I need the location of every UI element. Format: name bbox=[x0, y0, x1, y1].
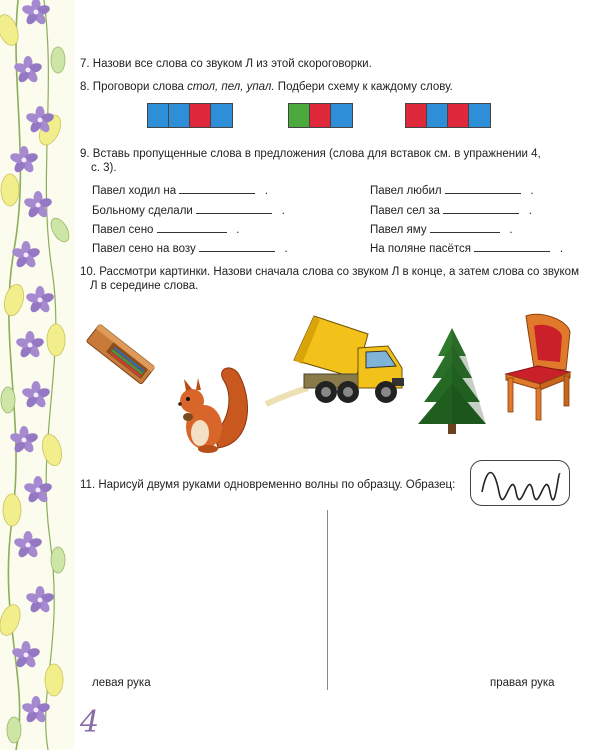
sound-scheme-2 bbox=[288, 103, 353, 128]
blank-line[interactable] bbox=[445, 183, 521, 194]
exercise-text: Вставь пропущенные слова в предложения (слова для вставок см. в упражнении 4, bbox=[92, 148, 541, 160]
sentence-left-1: Павел ходил на . bbox=[92, 185, 269, 197]
blank-line[interactable] bbox=[474, 241, 550, 252]
wave-sample-icon bbox=[470, 460, 570, 506]
sentence-right-4: На поляне пасётся . bbox=[370, 243, 564, 255]
dump-truck-picture bbox=[264, 312, 412, 412]
sound-scheme-1 bbox=[147, 103, 233, 128]
blank-line[interactable] bbox=[196, 203, 272, 214]
exercise-text-line2: с. 3). bbox=[91, 162, 117, 174]
sentence-left-4: Павел сено на возу . bbox=[92, 243, 288, 255]
wave-sample-box bbox=[470, 460, 570, 506]
sound-cell bbox=[211, 104, 232, 127]
sound-cell bbox=[148, 104, 169, 127]
floral-border bbox=[0, 0, 74, 750]
sound-cell bbox=[427, 104, 448, 127]
exercise-8 bbox=[80, 80, 453, 94]
sentence-left-2: Больному сделали . bbox=[92, 205, 285, 217]
fir-tree-picture bbox=[414, 326, 490, 436]
exercise-9 bbox=[80, 147, 541, 175]
sound-cell bbox=[310, 104, 331, 127]
chair-picture bbox=[500, 312, 574, 422]
sentence-right-2: Павел сел за . bbox=[370, 205, 532, 217]
sound-cell bbox=[469, 104, 490, 127]
sound-cell bbox=[448, 104, 469, 127]
sound-cell bbox=[190, 104, 211, 127]
page-number: 4 bbox=[80, 705, 100, 740]
exercise-7 bbox=[80, 57, 372, 71]
exercise-text-end: Подбери схему к каждому слову. bbox=[274, 81, 453, 93]
exercise-number: 10. bbox=[80, 266, 96, 278]
sentence-left-3: Павел сено . bbox=[92, 224, 240, 236]
sound-cell bbox=[406, 104, 427, 127]
exercise-text: Рассмотри картинки. Назови сначала слова со звуком Л в конце, а затем слова со звуком bbox=[99, 266, 579, 278]
exercise-text: Нарисуй двумя руками одновременно волны по образцу. Образец: bbox=[98, 479, 456, 491]
blank-line[interactable] bbox=[199, 241, 275, 252]
blank-line[interactable] bbox=[443, 203, 519, 214]
sound-cell bbox=[331, 104, 352, 127]
blank-line[interactable] bbox=[157, 222, 227, 233]
exercise-text: Назови все слова со звуком Л из этой скороговорки. bbox=[92, 58, 372, 70]
exercise-number: 7. bbox=[80, 58, 90, 70]
exercise-number: 9. bbox=[80, 148, 90, 160]
sound-cell bbox=[169, 104, 190, 127]
sentence-right-1: Павел любил . bbox=[370, 185, 534, 197]
exercise-11 bbox=[80, 478, 455, 492]
right-hand-label: правая рука bbox=[490, 677, 555, 689]
sound-scheme-3 bbox=[405, 103, 491, 128]
left-hand-label: левая рука bbox=[92, 677, 151, 689]
exercise-number: 11. bbox=[80, 479, 96, 491]
sentence-right-3: Павел яму . bbox=[370, 224, 513, 236]
blank-line[interactable] bbox=[430, 222, 500, 233]
exercise-10 bbox=[80, 265, 579, 293]
exercise-text-line2: Л в середине слова. bbox=[90, 280, 199, 292]
exercise-number: 8. bbox=[80, 81, 90, 93]
pencil-case-picture bbox=[78, 312, 160, 394]
exercise-text: Проговори слова bbox=[92, 81, 188, 93]
exercise-words: стол, пел, упал. bbox=[187, 81, 275, 93]
squirrel-picture bbox=[168, 363, 253, 455]
sound-cell bbox=[289, 104, 310, 127]
blank-line[interactable] bbox=[179, 183, 255, 194]
drawing-divider bbox=[327, 510, 328, 690]
